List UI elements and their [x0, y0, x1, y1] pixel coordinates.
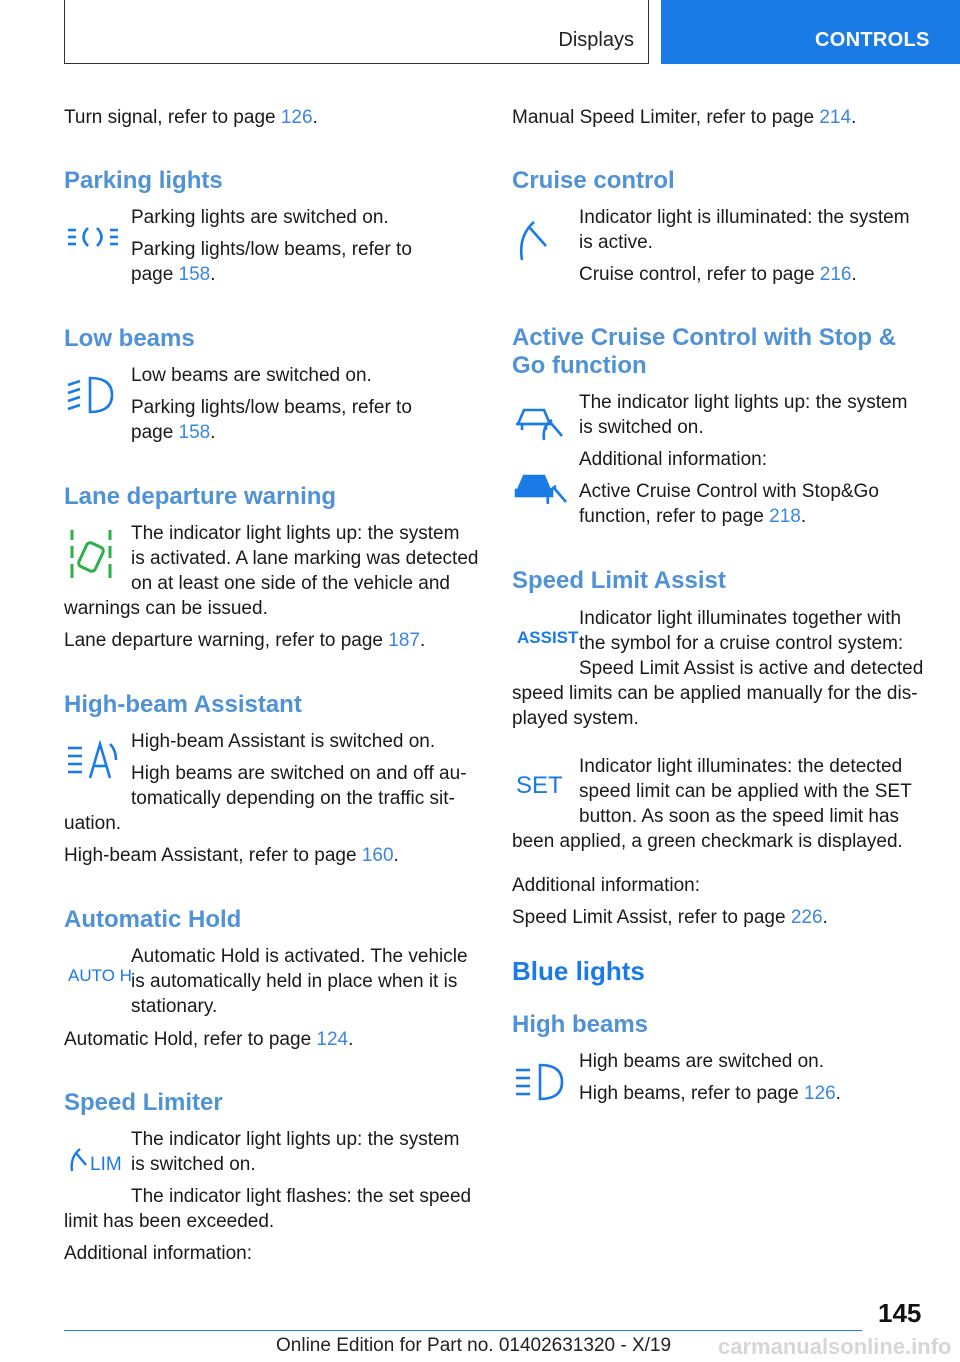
- text-line: stationary.: [131, 996, 218, 1017]
- text-line: The indicator light lights up: the system: [131, 523, 460, 544]
- text-line: Indicator light illuminates together with: [579, 608, 902, 629]
- text-line: on at least one side of the vehicle and: [131, 573, 451, 594]
- heading-blue-lights: Blue lights: [512, 956, 645, 986]
- text-line: High-beam Assistant, refer to page 160.: [64, 845, 399, 866]
- watermark: carmanualsonline.info: [718, 1334, 952, 1359]
- heading-speed-limiter: Speed Limiter: [64, 1089, 223, 1116]
- page-link[interactable]: 216: [819, 264, 852, 285]
- page-link[interactable]: 158: [178, 264, 211, 285]
- text-line: The indicator light lights up: the system: [131, 1129, 460, 1150]
- page-link[interactable]: 226: [790, 907, 823, 928]
- text-line: Additional information:: [512, 875, 700, 896]
- heading-cruise-control: Cruise control: [512, 167, 675, 194]
- text-line: limit has been exceeded.: [64, 1211, 275, 1232]
- page-link[interactable]: 218: [769, 506, 801, 527]
- text-line: is switched on.: [579, 417, 704, 438]
- text-line: Automatic Hold is activated. The vehicle: [131, 946, 468, 967]
- heading-acc-line1: Active Cruise Control with Stop &: [512, 324, 897, 351]
- text-line: page 158.: [131, 264, 216, 285]
- manual-limiter-ref: Manual Speed Limiter, refer to page 214.: [512, 107, 857, 128]
- text-line: Additional information:: [579, 449, 767, 470]
- footer-divider: [64, 1330, 862, 1331]
- page-link[interactable]: 126: [280, 107, 313, 128]
- text-line: Active Cruise Control with Stop&Go: [579, 481, 879, 502]
- heading-speed-limit-assist: Speed Limit Assist: [512, 567, 726, 594]
- page-link[interactable]: 187: [388, 630, 420, 651]
- text-line: High beams, refer to page 126.: [579, 1083, 841, 1104]
- heading-parking-lights: Parking lights: [64, 167, 223, 194]
- parking-lights-icon: [66, 224, 120, 254]
- text-line: The indicator light flashes: the set speed: [131, 1186, 472, 1207]
- text-line: Parking lights/low beams, refer to: [131, 239, 412, 260]
- turn-signal-ref: Turn signal, refer to page 126.: [64, 107, 318, 128]
- set-icon: SET: [516, 772, 563, 799]
- text-line: the symbol for a cruise control system:: [579, 633, 904, 654]
- text-line: button. As soon as the speed limit has: [579, 806, 900, 827]
- heading-high-beams: High beams: [512, 1011, 649, 1038]
- assist-icon: ASSIST: [517, 628, 579, 647]
- text-line: speed limits can be applied manually for the dis‐: [512, 683, 918, 704]
- high-beams-icon: [514, 1062, 566, 1102]
- page-link[interactable]: 214: [819, 107, 852, 128]
- text-line: Cruise control, refer to page 216.: [579, 264, 857, 285]
- limiter-lim-text: LIM: [90, 1154, 122, 1175]
- text-line: High-beam Assistant is switched on.: [131, 731, 436, 752]
- header-section-title: Displays: [558, 29, 634, 51]
- auto-h-icon: AUTO H: [68, 966, 132, 985]
- text-line: Parking lights are switched on.: [131, 207, 389, 228]
- text-line: High beams are switched on.: [579, 1051, 825, 1072]
- page-link[interactable]: 126: [803, 1083, 836, 1104]
- heading-high-beam-assistant: High-beam Assistant: [64, 691, 302, 718]
- cruise-control-icon: [516, 218, 550, 262]
- text-line: function, refer to page 218.: [579, 506, 807, 527]
- text-line: The indicator light lights up: the system: [579, 392, 908, 413]
- speed-limiter-icon: [68, 1145, 90, 1173]
- page-link[interactable]: 158: [178, 422, 211, 443]
- text-line: is automatically held in place when it is: [131, 971, 458, 992]
- text-line: tomatically depending on the traffic sit‐: [131, 788, 455, 809]
- heading-automatic-hold: Automatic Hold: [64, 906, 242, 933]
- page-link[interactable]: 160: [361, 845, 394, 866]
- text-line: Automatic Hold, refer to page 124.: [64, 1029, 354, 1050]
- text-line: warnings can be issued.: [64, 598, 268, 619]
- text-line: is activated. A lane marking was detected: [131, 548, 479, 569]
- lane-departure-icon: [68, 528, 114, 580]
- heading-lane-departure-warning: Lane departure warning: [64, 483, 337, 510]
- text-line: Speed Limit Assist, refer to page 226.: [512, 907, 828, 928]
- text-line: is switched on.: [131, 1154, 256, 1175]
- text-line: is active.: [579, 232, 653, 253]
- page-number: 145: [878, 1298, 922, 1328]
- footer-edition: Online Edition for Part no. 01402631320 - X/19: [276, 1335, 672, 1356]
- text-line: High beams are switched on and off au‐: [131, 763, 467, 784]
- acc-active-icon: [514, 470, 570, 506]
- text-line: Low beams are switched on.: [131, 365, 372, 386]
- text-line: Indicator light is illuminated: the system: [579, 207, 910, 228]
- header-chapter-tab: [661, 0, 960, 64]
- text-line: uation.: [64, 813, 122, 834]
- low-beams-icon: [66, 375, 116, 415]
- text-line: Parking lights/low beams, refer to: [131, 397, 412, 418]
- heading-low-beams: Low beams: [64, 325, 195, 352]
- text-line: played system.: [512, 708, 639, 729]
- text-line: page 158.: [131, 422, 216, 443]
- text-line: been applied, a green checkmark is displayed.: [512, 831, 903, 852]
- heading-acc-line2: Go function: [512, 352, 647, 379]
- text-line: Additional information:: [64, 1243, 252, 1264]
- header-section-box: [64, 0, 649, 64]
- page-link[interactable]: 124: [316, 1029, 349, 1050]
- text-line: Lane departure warning, refer to page 187.: [64, 630, 426, 651]
- text-line: Indicator light illuminates: the detected: [579, 756, 903, 777]
- high-beam-assistant-icon: [66, 740, 118, 782]
- header-chapter-title: CONTROLS: [815, 29, 930, 51]
- text-line: Speed Limit Assist is active and detected: [579, 658, 924, 679]
- acc-stop-go-icon: [514, 402, 570, 442]
- text-line: speed limit can be applied with the SET: [579, 781, 912, 802]
